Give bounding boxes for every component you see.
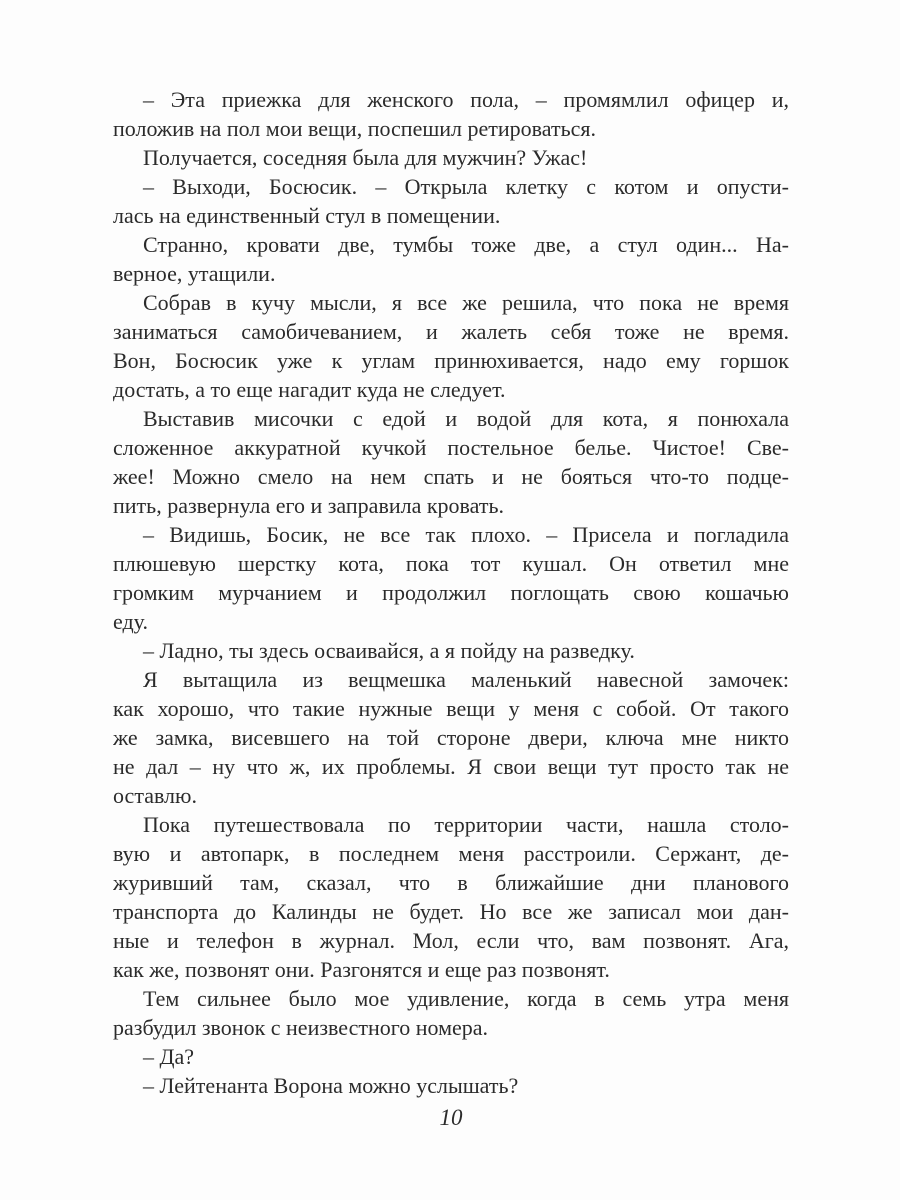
text-line: – Лейтенанта Ворона можно услышать?: [143, 1073, 519, 1098]
text-line: ные и телефон в журнал. Мол, если что, вам позвонят. Ага,: [113, 928, 789, 953]
text-line: – Выходи, Босюсик. – Открыла клетку с котом и опусти-: [143, 174, 789, 199]
text-line: как же, позвонят они. Разгонятся и еще раз позвонят.: [113, 957, 610, 982]
page-number: 10: [439, 1105, 463, 1130]
text-line: пить, развернула его и заправила кровать.: [113, 493, 504, 518]
text-line: верное, утащили.: [113, 261, 276, 286]
text-line: заниматься самобичеванием, и жалеть себя тоже не время.: [113, 319, 789, 344]
paragraph: [113, 1042, 789, 1071]
text-line: лась на единственный стул в помещении.: [113, 203, 501, 228]
text-line: как хорошо, что такие нужные вещи у меня с собой. От такого: [113, 696, 789, 721]
text-line: Пока путешествовала по территории части, нашла столо-: [143, 812, 789, 837]
paragraph: [113, 984, 789, 1042]
text-line: еду.: [113, 609, 148, 634]
text-line: – Видишь, Босик, не все так плохо. – Присела и погладила: [143, 522, 789, 547]
text-line: громким мурчанием и продолжил поглощать свою кошачью: [113, 580, 789, 605]
paragraph: [113, 85, 789, 143]
text-line: Тем сильнее было мое удивление, когда в семь утра меня: [143, 986, 789, 1011]
text-line: вую и автопарк, в последнем меня расстроили. Сержант, де-: [113, 841, 789, 866]
paragraph: [113, 810, 789, 984]
text-line: плюшевую шерстку кота, пока тот кушал. Он ответил мне: [113, 551, 789, 576]
paragraph: [113, 636, 789, 665]
paragraph: [113, 1071, 789, 1100]
text-line: Собрав в кучу мысли, я все же решила, что пока не время: [143, 290, 789, 315]
text-line: Выставив мисочки с едой и водой для кота, я понюхала: [143, 406, 789, 431]
text-line: оставлю.: [113, 783, 197, 808]
text-line: сложенное аккуратной кучкой постельное белье. Чистое! Све-: [113, 435, 789, 460]
text-line: – Да?: [143, 1044, 195, 1069]
paragraph: [113, 172, 789, 230]
text-line: не дал – ну что ж, их проблемы. Я свои вещи тут просто так не: [113, 754, 789, 779]
text-line: положив на пол мои вещи, поспешил ретироваться.: [113, 116, 597, 141]
text-line: достать, а то еще нагадит куда не следует.: [113, 377, 506, 402]
page-text: [113, 85, 789, 1100]
paragraph: [113, 230, 789, 288]
paragraph: [113, 665, 789, 810]
text-line: Я вытащила из вещмешка маленький навесной замочек:: [143, 667, 789, 692]
paragraph: [113, 404, 789, 520]
text-line: жее! Можно смело на нем спать и не бояться что-то подце-: [113, 464, 789, 489]
paragraph: [113, 520, 789, 636]
text-line: журивший там, сказал, что в ближайшие дни планового: [113, 870, 789, 895]
text-line: разбудил звонок с неизвестного номера.: [113, 1015, 489, 1040]
text-line: Странно, кровати две, тумбы тоже две, а стул один... На-: [143, 232, 789, 257]
text-line: – Ладно, ты здесь осваивайся, а я пойду на разведку.: [143, 638, 635, 663]
text-line: транспорта до Калинды не будет. Но все же записал мои дан-: [113, 899, 789, 924]
paragraph: [113, 143, 789, 172]
text-line: Получается, соседняя была для мужчин? Ужас!: [143, 145, 588, 170]
paragraph: [113, 288, 789, 404]
text-line: же замка, висевшего на той стороне двери, ключа мне никто: [113, 725, 789, 750]
text-line: Вон, Босюсик уже к углам принюхивается, надо ему горшок: [113, 348, 789, 373]
text-line: – Эта приежка для женского пола, – промямлил офицер и,: [143, 87, 789, 112]
